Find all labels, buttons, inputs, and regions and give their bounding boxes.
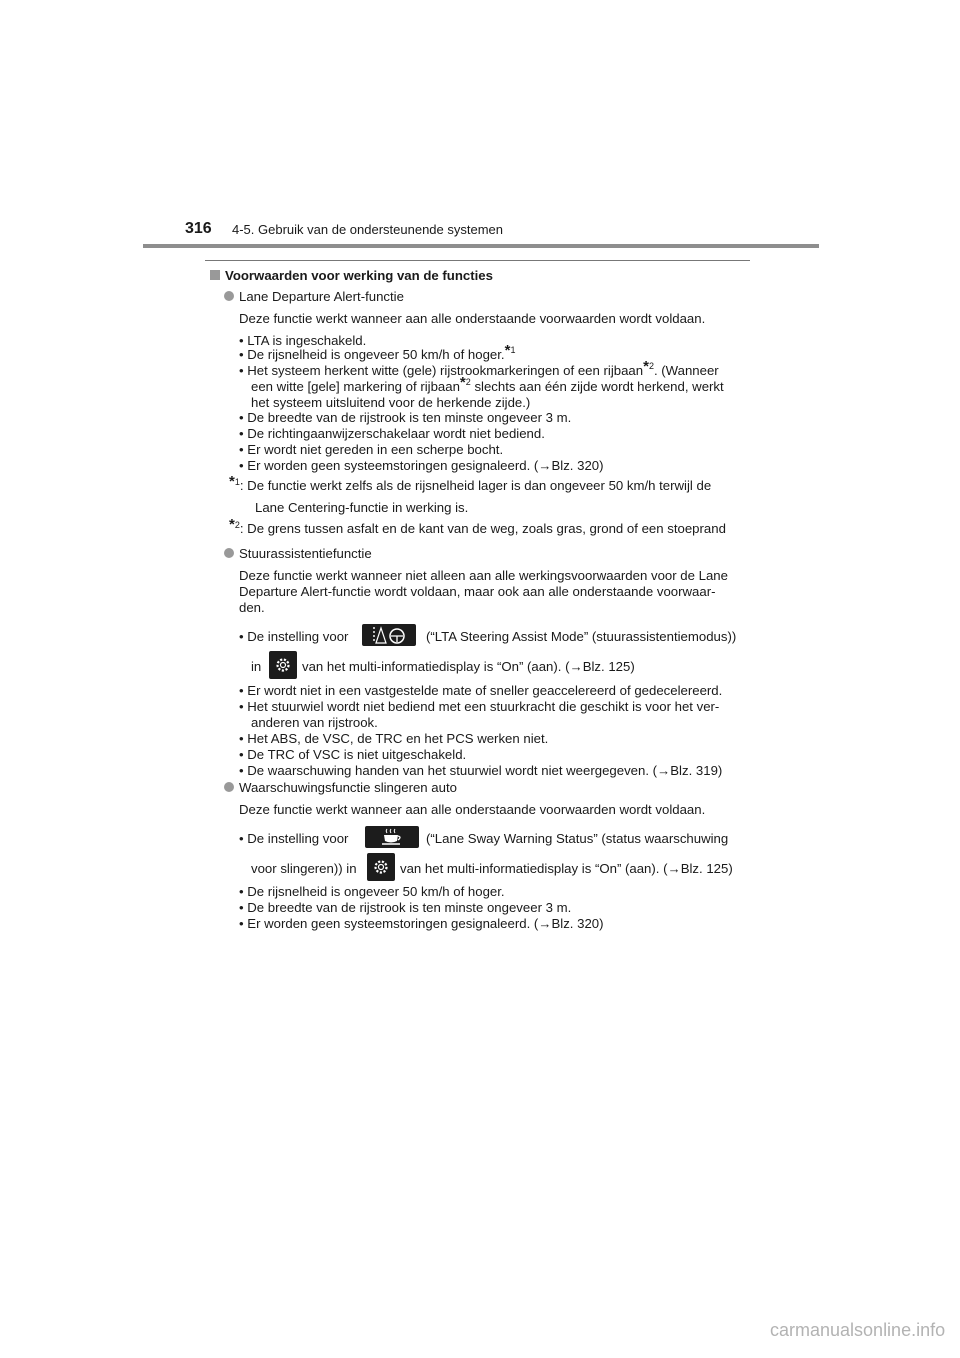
lda-title: Lane Departure Alert-functie <box>224 289 404 305</box>
lda-bullet: • Er wordt niet gereden in een scherpe bocht. <box>239 442 504 457</box>
round-bullet-icon <box>224 782 234 792</box>
gear-settings-icon <box>269 651 297 679</box>
gear-settings-icon <box>367 853 395 881</box>
section-title: 4-5. Gebruik van de ondersteunende systemen <box>232 222 504 237</box>
page-number: 316 <box>185 220 212 237</box>
sway-bullet-cont: voor slingeren)) in <box>251 861 357 876</box>
square-bullet-icon <box>210 270 220 280</box>
footnote-1-cont: Lane Centering-functie in werking is. <box>255 500 469 515</box>
steer-bullet-cont: van het multi-informatiedisplay is “On” (aan). (→Blz. 125) <box>302 659 635 674</box>
lda-bullet: • De rijsnelheid is ongeveer 50 km/h of hoger.*$^1$ <box>239 342 516 362</box>
sway-bullet: • Er worden geen systeemstoringen gesignaleerd. (→Blz. 320) <box>239 916 604 931</box>
lda-intro: Deze functie werkt wanneer aan alle onderstaande voorwaarden wordt voldaan. <box>239 311 706 326</box>
lda-bullet: • De richtingaanwijzerschakelaar wordt niet bediend. <box>239 426 545 441</box>
lda-bullet: • Er worden geen systeemstoringen gesignaleerd. (→Blz. 320) <box>239 458 604 473</box>
steer-bullet: • De TRC of VSC is niet uitgeschakeld. <box>239 747 467 762</box>
footnote-1: *$^1$: De functie werkt zelfs als de rijsnelheid lager is dan ongeveer 50 km/h terwijl de <box>229 473 712 493</box>
steer-intro: Deze functie werkt wanneer niet alleen aan alle werkingsvoorwaarden voor de Lane <box>239 568 728 583</box>
sway-bullet: (“Lane Sway Warning Status” (status waarschuwing <box>426 831 729 846</box>
sway-bullet: • De rijsnelheid is ongeveer 50 km/h of hoger. <box>239 884 505 899</box>
steer-bullet: • Het stuurwiel wordt niet bediend met een stuurkracht die geschikt is voor het ver- <box>239 699 720 714</box>
lda-bullet: • Het systeem herkent witte (gele) rijstrookmarkeringen of een rijbaan*$^2$. (Wanneer <box>239 358 719 378</box>
watermark: carmanualsonline.info <box>770 1320 946 1340</box>
lda-bullet: • De breedte van de rijstrook is ten minste ongeveer 3 m. <box>239 410 572 425</box>
steer-bullet: • Het ABS, de VSC, de TRC en het PCS werken niet. <box>239 731 549 746</box>
header-rule <box>143 244 819 248</box>
sway-intro: Deze functie werkt wanneer aan alle onderstaande voorwaarden wordt voldaan. <box>239 802 706 817</box>
sway-bullet: • De breedte van de rijstrook is ten minste ongeveer 3 m. <box>239 900 572 915</box>
coffee-cup-icon <box>365 826 419 848</box>
steer-intro: Departure Alert-functie wordt voldaan, maar ook aan alle onderstaande voorwaar- <box>239 584 716 599</box>
steer-bullet: • De instelling voor <box>239 629 349 644</box>
sway-title: Waarschuwingsfunctie slingeren auto <box>224 780 457 796</box>
lda-bullet-cont: het systeem uitsluitend voor de herkende zijde.) <box>251 395 531 410</box>
round-bullet-icon <box>224 548 234 558</box>
steer-bullet: • Er wordt niet in een vastgestelde mate of sneller geaccelereerd of gedecelereerd. <box>239 683 723 698</box>
footnote-2: *$^2$: De grens tussen asfalt en de kant van de weg, zoals gras, grond of een stoeprand <box>229 516 726 536</box>
steer-bullet-cont: in <box>251 659 262 674</box>
gear-settings-icon <box>367 853 395 881</box>
lane-steering-assist-icon <box>362 624 416 646</box>
steer-intro: den. <box>239 600 265 615</box>
sway-bullet-cont: van het multi-informatiedisplay is “On” (aan). (→Blz. 125) <box>400 861 733 876</box>
steer-title: Stuurassistentiefunctie <box>224 546 372 562</box>
sway-bullet: • De instelling voor <box>239 831 349 846</box>
steer-bullet: • De waarschuwing handen van het stuurwiel wordt niet weergegeven. (→Blz. 319) <box>239 763 723 778</box>
round-bullet-icon <box>224 291 234 301</box>
lda-bullet-cont: een witte [gele] markering of rijbaan*$^2$ slechts aan één zijde wordt herkend, werkt <box>251 374 724 394</box>
steer-bullet: (“LTA Steering Assist Mode” (stuurassistentiemodus)) <box>426 629 737 644</box>
steer-bullet-cont: anderen van rijstrook. <box>251 715 378 730</box>
section-heading: Voorwaarden voor werking van de functies <box>210 268 493 284</box>
content-top-rule <box>205 260 750 261</box>
coffee-cup-icon <box>365 826 419 848</box>
lane-steering-assist-icon <box>362 624 416 646</box>
lda-bullet: • LTA is ingeschakeld. <box>239 333 367 348</box>
gear-settings-icon <box>269 651 297 679</box>
